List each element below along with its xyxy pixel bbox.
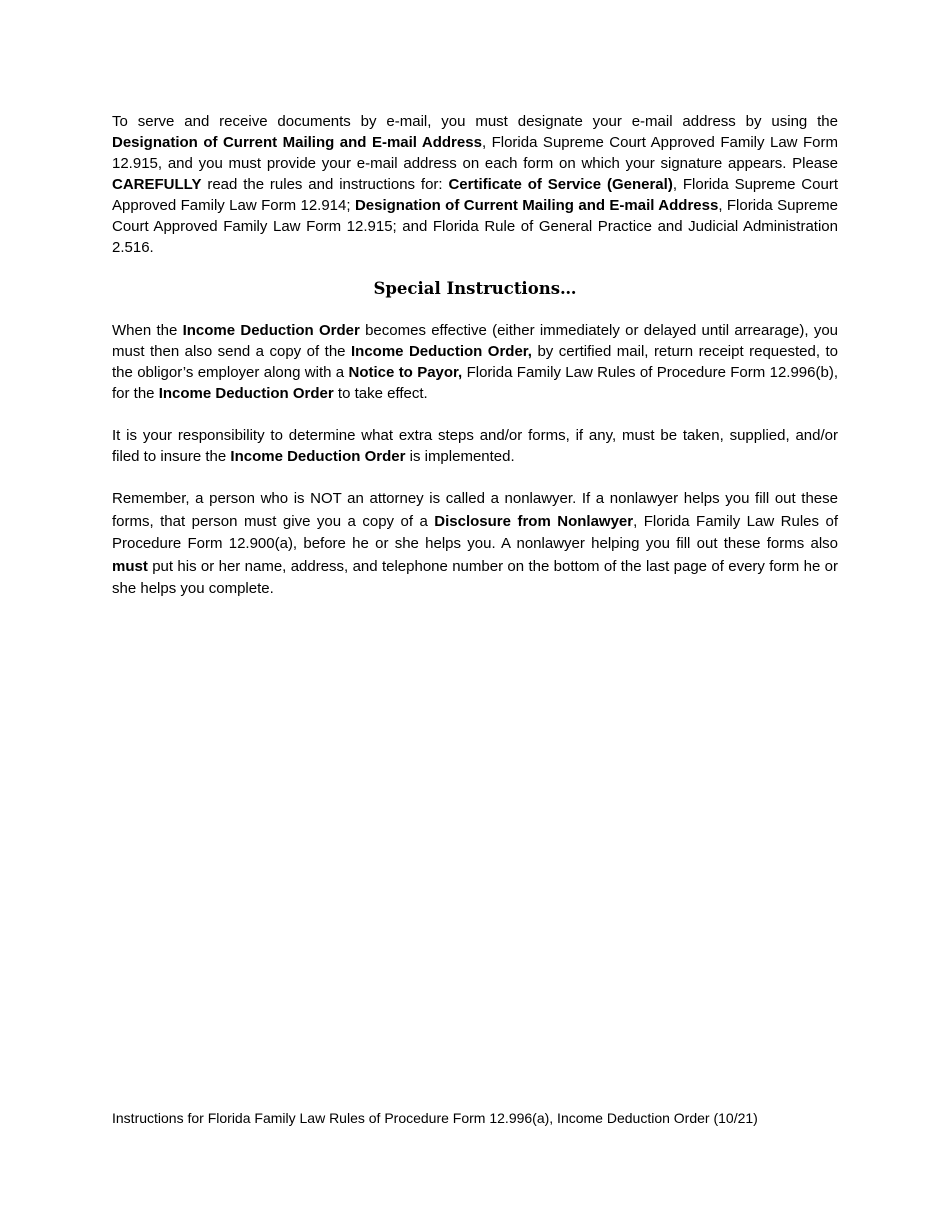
text: to take effect. <box>333 385 428 402</box>
form-name: Disclosure from Nonlawyer <box>434 512 634 530</box>
form-name: Income Deduction Order <box>230 448 406 465</box>
text: To serve and receive documents by e-mail, you must designate your e-mail address by using the <box>112 113 838 130</box>
text: , Florida Supreme Court Approved Family Law Form 12.915; and Florida Rule of General Practice and Judicial Administration 2.516. <box>112 197 838 256</box>
text: Remember, a person who is NOT an attorney is called a nonlawyer. If a nonlawyer helps you fill out these forms, that person must give you a copy of a <box>112 490 838 530</box>
text: put his or her name, address, and telephone number on the bottom of the last page of every form he or she helps you complete. <box>112 557 838 598</box>
form-name: Income Deduction Order <box>158 385 334 402</box>
text: , Florida Family Law Rules of Procedure Form 12.900(a), before he or she helps you. A nonlawyer helping you fill out these forms also <box>112 512 838 553</box>
nonlawyer-paragraph <box>112 488 838 601</box>
text: is implemented. <box>405 448 515 465</box>
emphasis: must <box>112 557 148 575</box>
text: read the rules and instructions for: <box>201 176 449 193</box>
form-name: Designation of Current Mailing and E-mail Address <box>354 197 719 214</box>
document-body <box>112 111 838 601</box>
emphasis: CAREFULLY <box>112 176 202 193</box>
form-name: Notice to Payor, <box>348 364 463 381</box>
text: becomes effective (either immediately or delayed until arrearage), you must then also send a copy of the <box>112 322 838 360</box>
email-service-paragraph <box>112 111 838 258</box>
text: by certified mail, return receipt requested, to the obligor’s employer along with a <box>112 343 838 381</box>
page-footer: Instructions for Florida Family Law Rules of Procedure Form 12.996(a), Income Deduction Order (10/21) <box>112 1110 758 1126</box>
text: When the <box>112 322 183 339</box>
responsibility-paragraph <box>112 425 838 467</box>
form-name: Income Deduction Order <box>182 322 360 339</box>
text: Florida Family Law Rules of Procedure Form 12.996(b), for the <box>112 364 838 402</box>
spacer <box>112 467 838 488</box>
form-name: Income Deduction Order, <box>350 343 532 360</box>
text: It is your responsibility to determine what extra steps and/or forms, if any, must be taken, supplied, and/or filed to insure the <box>112 427 838 465</box>
text: , Florida Supreme Court Approved Family Law Form 12.915, and you must provide your e-mail address on each form on which your signature appears. Please <box>112 134 838 172</box>
form-name: Certificate of Service (General) <box>448 176 673 193</box>
section-heading: Special Instructions… <box>373 279 577 298</box>
form-name: Designation of Current Mailing and E-mail Address <box>112 134 482 151</box>
income-deduction-paragraph <box>112 320 838 404</box>
spacer <box>112 404 838 425</box>
text: , Florida Supreme Court Approved Family Law Form 12.914; <box>112 176 838 214</box>
